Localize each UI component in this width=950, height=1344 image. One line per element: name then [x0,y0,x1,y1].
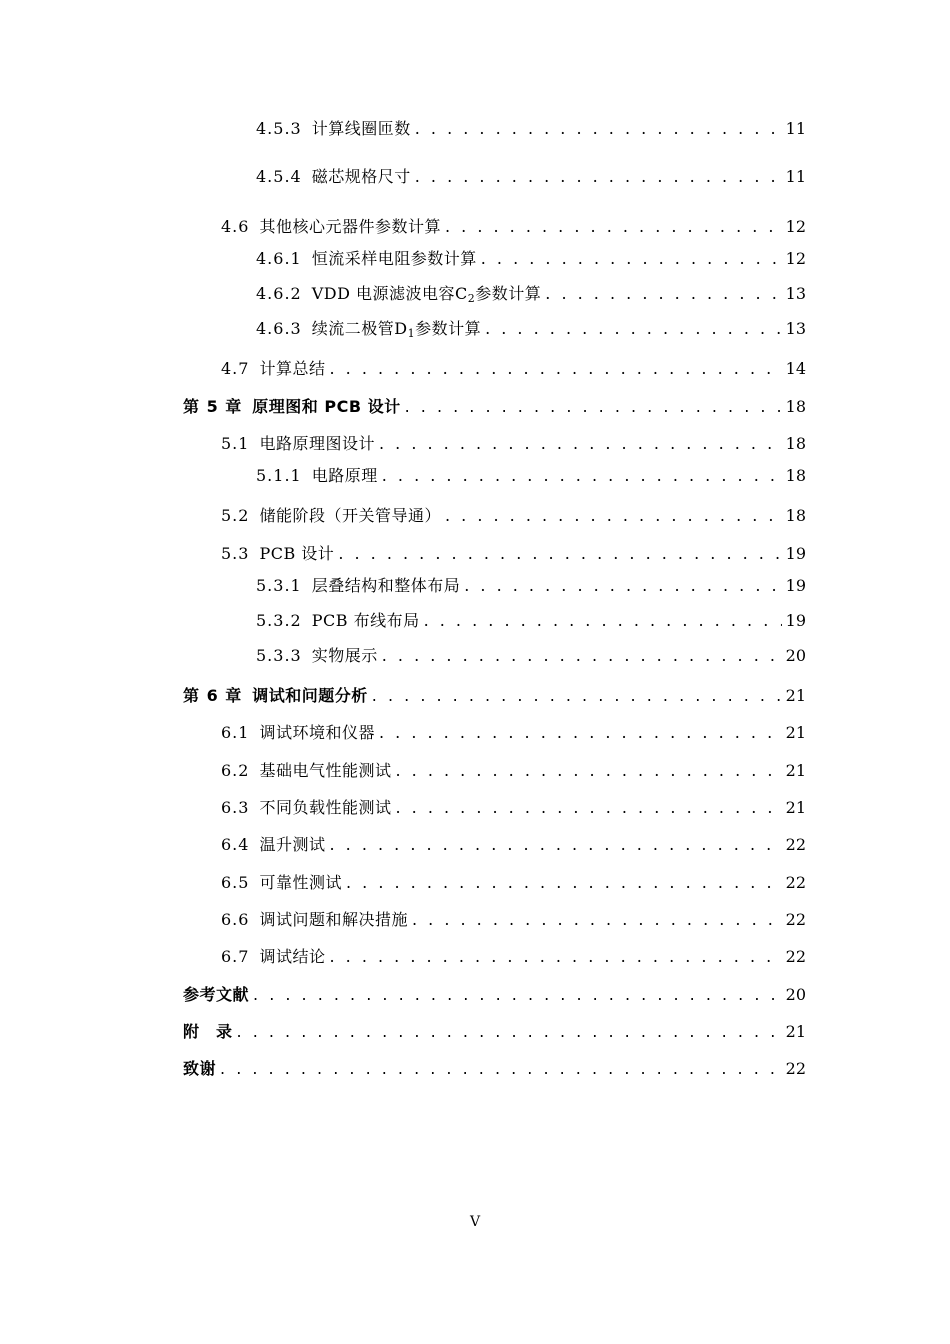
toc-title-subscript: 2 [467,292,476,305]
toc-leader-dots [329,946,781,968]
toc-entry-number: 4.5.4 [256,167,302,186]
toc-entry-page: 20 [785,985,806,1004]
toc-entry-page: 12 [785,249,806,268]
toc-entry-page: 18 [785,434,806,453]
toc-entry-title: 电路原理 [311,466,378,485]
toc-leader-dots [372,685,782,707]
toc-entry-page: 21 [785,798,806,817]
toc-entry-title: 电路原理图设计 [259,434,375,453]
toc-entry-title: 基础电气性能测试 [259,761,392,780]
toc-title-text: 参数计算 [415,319,482,338]
toc-leader-dots [445,216,782,238]
toc-entry-number: 6.3 [221,798,250,817]
toc-entry-title: 其他核心元器件参数计算 [259,217,441,236]
toc-entry-page: 11 [785,119,806,138]
toc-entry-4-7[interactable] [221,358,806,380]
toc-entry-title: 调试和问题分析 [252,686,368,705]
toc-entry-number: 5.2 [221,506,250,525]
toc-entry-title: 储能阶段（开关管导通） [259,506,441,525]
toc-leader-dots [464,575,781,597]
toc-entry-page: 19 [785,576,806,595]
toc-entry-page: 21 [785,686,806,705]
toc-entry-4-6[interactable] [221,216,806,238]
toc-entry-number: 5.3 [221,544,250,563]
toc-entry-6-2[interactable] [221,760,806,782]
toc-entry-page: 22 [785,835,806,854]
toc-entry-page: 22 [785,873,806,892]
toc-leader-dots [445,505,782,527]
toc-entry-appendix[interactable] [183,1021,806,1043]
toc-entry-number: 5.3.2 [256,611,302,630]
toc-leader-dots [485,318,782,340]
toc-entry-4-6-2[interactable] [256,283,806,305]
toc-leader-dots [415,118,782,140]
page-number-footer: V [469,1214,481,1230]
toc-entry-title: 计算线圈匝数 [311,119,411,138]
toc-entry-5-1[interactable] [221,433,806,455]
toc-title-text: 续流二极管D [311,319,408,338]
toc-leader-dots [405,396,782,418]
toc-entry-number: 第 5 章 [183,397,243,416]
toc-entry-title: 原理图和 PCB 设计 [252,397,401,416]
toc-entry-title: 致谢 [183,1059,217,1078]
toc-entry-title: 参考文献 [183,985,250,1004]
toc-entry-number: 6.6 [221,910,250,929]
toc-leader-dots [329,834,781,856]
toc-entry-5-2[interactable] [221,505,806,527]
toc-entry-6-3[interactable] [221,797,806,819]
toc-leader-dots [382,645,782,667]
toc-entry-page: 13 [785,319,806,338]
toc-leader-dots [395,797,781,819]
toc-leader-dots [220,1058,782,1080]
toc-entry-page: 14 [785,359,806,378]
toc-entry-page: 21 [785,761,806,780]
toc-entry-title: 不同负载性能测试 [259,798,392,817]
toc-entry-number: 4.6.3 [256,319,302,338]
toc-entry-number: 4.6.2 [256,284,302,303]
toc-entry-page: 22 [785,910,806,929]
toc-entry-number: 4.7 [221,359,250,378]
toc-entry-title: 调试结论 [259,947,326,966]
toc-entry-title: 计算总结 [259,359,326,378]
toc-entry-4-6-3[interactable] [256,318,806,340]
toc-entry-number: 6.7 [221,947,250,966]
toc-entry-number: 4.5.3 [256,119,302,138]
toc-entry-4-5-4[interactable] [256,166,806,188]
toc-leader-dots [379,433,782,455]
toc-entry-page: 20 [785,646,806,665]
toc-entry-page: 13 [785,284,806,303]
toc-leader-dots [379,722,782,744]
toc-entry-page: 18 [785,397,806,416]
toc-entry-page: 18 [785,466,806,485]
toc-entry-title: PCB 设计 [259,544,335,563]
toc-entry-page: 18 [785,506,806,525]
toc-entry-number: 5.1.1 [256,466,302,485]
toc-leader-dots [253,984,782,1006]
toc-entry-4-5-3[interactable] [256,118,806,140]
toc-entry-title: 实物展示 [311,646,378,665]
toc-entry-title: 附 录 [183,1022,233,1041]
toc-entry-6-6[interactable] [221,909,806,931]
toc-entry-4-6-1[interactable] [256,248,806,270]
toc-title-text: VDD 电源滤波电容C [311,284,468,303]
toc-entry-6-4[interactable] [221,834,806,856]
toc-entry-5-1-1[interactable] [256,465,806,487]
toc-entry-number: 6.2 [221,761,250,780]
toc-entry-5-3-1[interactable] [256,575,806,597]
toc-leader-dots [412,909,782,931]
toc-entry-page: 19 [785,544,806,563]
toc-entry-5-3[interactable] [221,543,806,565]
toc-entry-number: 4.6.1 [256,249,302,268]
toc-entry-number: 6.5 [221,873,250,892]
toc-entry-number: 4.6 [221,217,250,236]
toc-entry-page: 12 [785,217,806,236]
toc-entry-number: 5.1 [221,434,250,453]
toc-entry-5-3-2[interactable] [256,610,806,632]
toc-entry-references[interactable] [183,984,806,1006]
toc-entry-acknowledgements[interactable] [183,1058,806,1080]
toc-entry-title: 调试问题和解决措施 [259,910,408,929]
toc-entry-number: 6.1 [221,723,250,742]
toc-entry-title: 恒流采样电阻参数计算 [311,249,477,268]
toc-entry-page: 21 [785,723,806,742]
toc-entry-title [312,283,542,305]
toc-entry-number: 6.4 [221,835,250,854]
toc-leader-dots [481,248,782,270]
toc-entry-title: 磁芯规格尺寸 [311,167,411,186]
toc-entry-title: 调试环境和仪器 [259,723,375,742]
toc-leader-dots [237,1021,782,1043]
toc-entry-6-1[interactable] [221,722,806,744]
toc-leader-dots [395,760,781,782]
toc-leader-dots [338,543,781,565]
toc-entry-title: PCB 布线布局 [311,611,420,630]
toc-leader-dots [329,358,781,380]
toc-entry-title: 层叠结构和整体布局 [311,576,461,595]
toc-entry-6-5[interactable] [221,872,806,894]
toc-leader-dots [545,283,781,305]
toc-entry-number: 5.3.3 [256,646,302,665]
toc-leader-dots [424,610,782,632]
toc-entry-page: 11 [785,167,806,186]
toc-entry-title: 温升测试 [259,835,326,854]
toc-entry-page: 21 [785,1022,806,1041]
toc-title-subscript: 1 [407,327,416,340]
toc-leader-dots [382,465,782,487]
toc-entry-6-7[interactable] [221,946,806,968]
toc-entry-chapter-6[interactable] [183,685,806,707]
toc-title-text: 参数计算 [475,284,542,303]
toc-entry-number: 第 6 章 [183,686,243,705]
toc-entry-page: 19 [785,611,806,630]
toc-entry-chapter-5[interactable] [183,396,806,418]
toc-entry-number: 5.3.1 [256,576,302,595]
toc-entry-page: 22 [785,1059,806,1078]
toc-entry-5-3-3[interactable] [256,645,806,667]
toc-leader-dots [415,166,782,188]
toc-leader-dots [346,872,782,894]
toc-entry-title [312,318,481,340]
toc-entry-page: 22 [785,947,806,966]
toc-entry-title: 可靠性测试 [259,873,342,892]
